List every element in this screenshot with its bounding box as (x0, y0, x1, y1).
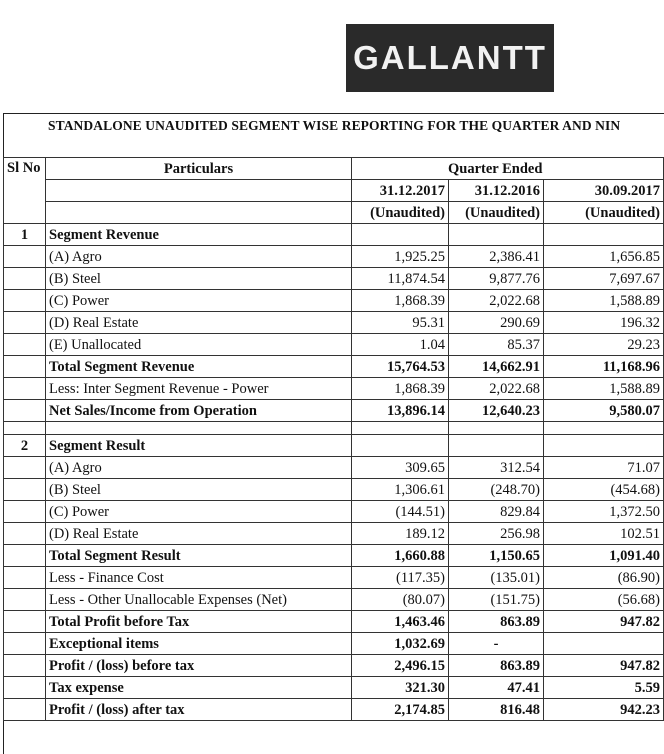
value-cell: 290.69 (449, 312, 544, 334)
value-cell: 5.59 (544, 677, 664, 699)
value-cell: 47.41 (449, 677, 544, 699)
sl-no-cell (4, 633, 46, 655)
table-row (4, 633, 664, 655)
value-cell: (151.75) (449, 589, 544, 611)
status-3: (Unaudited) (544, 202, 664, 224)
value-cell: 942.23 (544, 699, 664, 721)
sl-no-cell (4, 268, 46, 290)
particulars-cell: Profit / (loss) after tax (46, 699, 352, 721)
value-cell: (144.51) (352, 501, 449, 523)
value-cell: 1,150.65 (449, 545, 544, 567)
particulars-cell: (B) Steel (46, 479, 352, 501)
sl-no-header: Sl No (4, 158, 46, 224)
sl-no-cell (4, 589, 46, 611)
sl-no-cell: 2 (4, 435, 46, 457)
table-row (4, 501, 664, 523)
sl-no-cell (4, 246, 46, 268)
gallantt-logo: GALLANTT (346, 24, 554, 92)
table-row (4, 523, 664, 545)
table-row (4, 479, 664, 501)
value-cell: 1,091.40 (544, 545, 664, 567)
particulars-cell: Tax expense (46, 677, 352, 699)
value-cell (352, 422, 449, 435)
value-cell: 9,580.07 (544, 400, 664, 422)
value-cell (544, 422, 664, 435)
value-cell: (86.90) (544, 567, 664, 589)
value-cell: (248.70) (449, 479, 544, 501)
table-row (4, 611, 664, 633)
sl-no-cell (4, 290, 46, 312)
sl-no-cell (4, 334, 46, 356)
value-cell: 863.89 (449, 655, 544, 677)
value-cell: 1,868.39 (352, 290, 449, 312)
value-cell: 2,496.15 (352, 655, 449, 677)
value-cell: 829.84 (449, 501, 544, 523)
particulars-cell: Total Segment Revenue (46, 356, 352, 378)
particulars-cell: (C) Power (46, 501, 352, 523)
table-row (4, 246, 664, 268)
value-cell: 71.07 (544, 457, 664, 479)
sl-no-cell (4, 501, 46, 523)
value-cell: 863.89 (449, 611, 544, 633)
sl-no-cell (4, 611, 46, 633)
period-row (4, 180, 664, 202)
table-row (4, 268, 664, 290)
value-cell: (454.68) (544, 479, 664, 501)
sl-no-cell (4, 567, 46, 589)
table-row (4, 290, 664, 312)
sl-no-cell (4, 479, 46, 501)
value-cell: 1,306.61 (352, 479, 449, 501)
value-cell: 9,877.76 (449, 268, 544, 290)
value-cell: (80.07) (352, 589, 449, 611)
table-row (4, 545, 664, 567)
table-row (4, 589, 664, 611)
value-cell: 2,174.85 (352, 699, 449, 721)
table-row (4, 400, 664, 422)
table-row (4, 699, 664, 721)
status-1: (Unaudited) (352, 202, 449, 224)
value-cell: 11,874.54 (352, 268, 449, 290)
value-cell: 2,386.41 (449, 246, 544, 268)
value-cell: 312.54 (449, 457, 544, 479)
sl-no-cell (4, 523, 46, 545)
value-cell (449, 224, 544, 246)
particulars-cell: Segment Revenue (46, 224, 352, 246)
period-2: 31.12.2016 (449, 180, 544, 202)
sl-no-cell (4, 699, 46, 721)
value-cell (544, 633, 664, 655)
particulars-cell: (D) Real Estate (46, 312, 352, 334)
value-cell: 1,463.46 (352, 611, 449, 633)
particulars-cell: (E) Unallocated (46, 334, 352, 356)
value-cell: 85.37 (449, 334, 544, 356)
particulars-blank (46, 180, 352, 202)
value-cell: 1,588.89 (544, 290, 664, 312)
table-row (4, 224, 664, 246)
value-cell: 15,764.53 (352, 356, 449, 378)
particulars-header: Particulars (46, 158, 352, 180)
particulars-blank-2 (46, 202, 352, 224)
segment-report-table (3, 157, 664, 721)
sl-no-cell (4, 400, 46, 422)
sl-no-cell (4, 378, 46, 400)
value-cell: 256.98 (449, 523, 544, 545)
sl-no-cell (4, 312, 46, 334)
particulars-cell: (D) Real Estate (46, 523, 352, 545)
particulars-cell: (A) Agro (46, 246, 352, 268)
status-row (4, 202, 664, 224)
value-cell: 102.51 (544, 523, 664, 545)
particulars-cell: Exceptional items (46, 633, 352, 655)
table-row (4, 422, 664, 435)
table-row (4, 435, 664, 457)
particulars-cell: Less: Inter Segment Revenue - Power (46, 378, 352, 400)
value-cell: 11,168.96 (544, 356, 664, 378)
value-cell: 189.12 (352, 523, 449, 545)
value-cell: 13,896.14 (352, 400, 449, 422)
value-cell: (117.35) (352, 567, 449, 589)
particulars-cell (46, 422, 352, 435)
table-row (4, 655, 664, 677)
particulars-cell: Total Segment Result (46, 545, 352, 567)
particulars-cell: Total Profit before Tax (46, 611, 352, 633)
table-row (4, 567, 664, 589)
sl-no-cell: 1 (4, 224, 46, 246)
value-cell: 1,372.50 (544, 501, 664, 523)
value-cell: - (449, 633, 544, 655)
header-row (4, 158, 664, 180)
value-cell: 321.30 (352, 677, 449, 699)
value-cell: 7,697.67 (544, 268, 664, 290)
table-row (4, 457, 664, 479)
value-cell (544, 435, 664, 457)
value-cell: (135.01) (449, 567, 544, 589)
value-cell: 29.23 (544, 334, 664, 356)
table-row (4, 378, 664, 400)
value-cell: 1,868.39 (352, 378, 449, 400)
value-cell: 1.04 (352, 334, 449, 356)
value-cell: 816.48 (449, 699, 544, 721)
value-cell: 947.82 (544, 611, 664, 633)
table-row (4, 677, 664, 699)
table-row (4, 312, 664, 334)
value-cell: 1,032.69 (352, 633, 449, 655)
value-cell (352, 224, 449, 246)
value-cell (544, 224, 664, 246)
table-row (4, 334, 664, 356)
value-cell (352, 435, 449, 457)
value-cell: 2,022.68 (449, 290, 544, 312)
value-cell (449, 435, 544, 457)
value-cell: 196.32 (544, 312, 664, 334)
value-cell: 14,662.91 (449, 356, 544, 378)
sl-no-cell (4, 422, 46, 435)
particulars-cell: (C) Power (46, 290, 352, 312)
sl-no-cell (4, 655, 46, 677)
particulars-cell: Segment Result (46, 435, 352, 457)
quarter-ended-header: Quarter Ended (352, 158, 664, 180)
sl-no-cell (4, 677, 46, 699)
report-heading: STANDALONE UNAUDITED SEGMENT WISE REPORTING FOR THE QUARTER AND NIN (48, 118, 621, 133)
particulars-cell: Less - Other Unallocable Expenses (Net) (46, 589, 352, 611)
value-cell (449, 422, 544, 435)
value-cell: 947.82 (544, 655, 664, 677)
period-3: 30.09.2017 (544, 180, 664, 202)
value-cell: 1,925.25 (352, 246, 449, 268)
value-cell: 2,022.68 (449, 378, 544, 400)
value-cell: 95.31 (352, 312, 449, 334)
value-cell: 1,660.88 (352, 545, 449, 567)
particulars-cell: Less - Finance Cost (46, 567, 352, 589)
value-cell: 309.65 (352, 457, 449, 479)
value-cell: 1,588.89 (544, 378, 664, 400)
period-1: 31.12.2017 (352, 180, 449, 202)
particulars-cell: Profit / (loss) before tax (46, 655, 352, 677)
value-cell: 1,656.85 (544, 246, 664, 268)
value-cell: 12,640.23 (449, 400, 544, 422)
particulars-cell: Net Sales/Income from Operation (46, 400, 352, 422)
particulars-cell: (A) Agro (46, 457, 352, 479)
status-2: (Unaudited) (449, 202, 544, 224)
value-cell: (56.68) (544, 589, 664, 611)
sl-no-cell (4, 356, 46, 378)
particulars-cell: (B) Steel (46, 268, 352, 290)
table-row (4, 356, 664, 378)
sl-no-cell (4, 545, 46, 567)
sl-no-cell (4, 457, 46, 479)
